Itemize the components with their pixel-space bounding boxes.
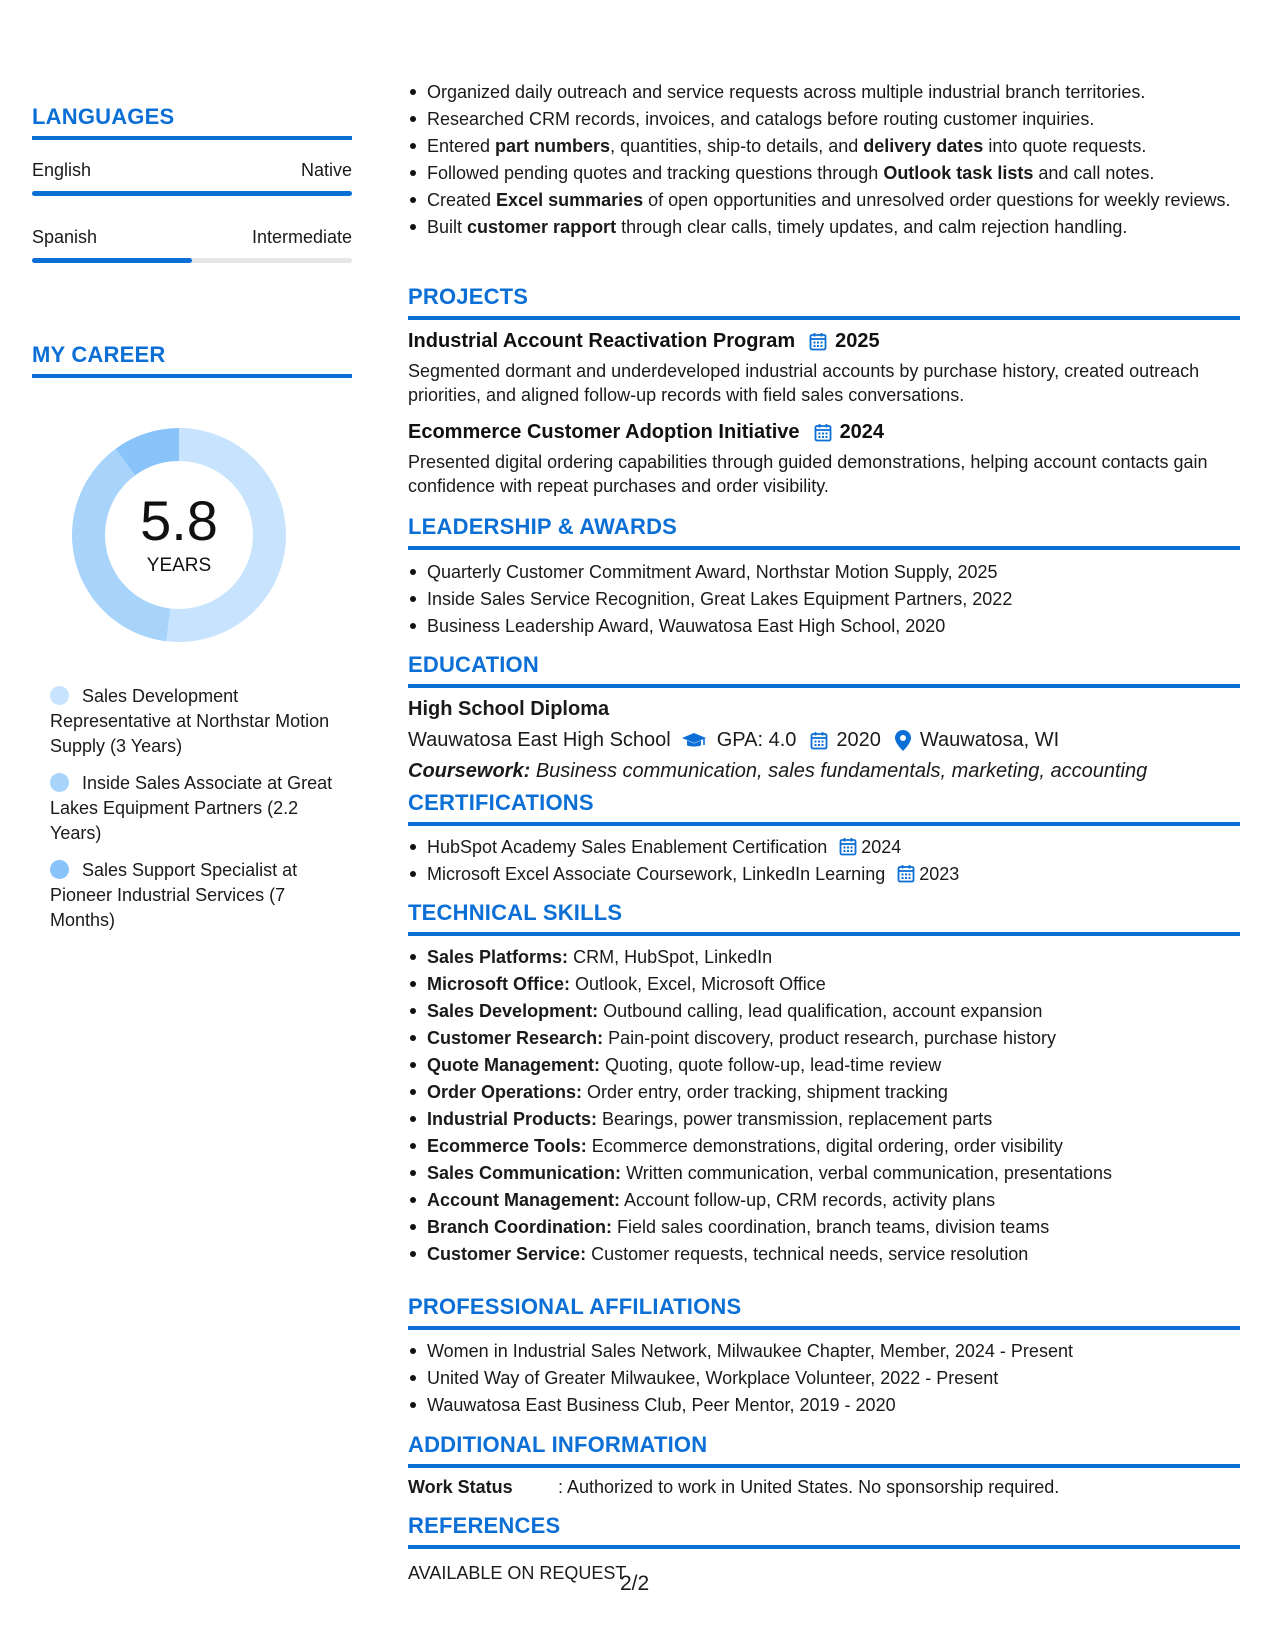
experience-bullet: [427, 161, 1240, 185]
projects-title: PROJECTS: [408, 284, 1240, 320]
language-name: Spanish: [32, 227, 98, 247]
project-description: Segmented dormant and underdeveloped industrial accounts by purchase history, created outreach priorities, and aligned follow-up records with field sales conversations.: [408, 361, 1200, 405]
experience-bullets: [408, 80, 1240, 242]
experience-bullet: [427, 134, 1240, 158]
bullet-emphasis: part numbers: [495, 136, 611, 156]
award-item: Quarterly Customer Commitment Award, Northstar Motion Supply, 2025: [427, 560, 1240, 584]
skill-item: [427, 999, 1240, 1023]
bullet-text: Researched CRM records, invoices, and catalogs before routing customer inquiries.: [427, 109, 1095, 129]
bullet-text: Entered: [427, 136, 496, 156]
skill-category: Branch Coordination:: [427, 1217, 612, 1237]
work-status-value: : Authorized to work in United States. No sponsorship required.: [558, 1477, 1060, 1497]
references-title: REFERENCES: [408, 1513, 1240, 1549]
projects-section: [408, 284, 1240, 498]
calendar-icon: [814, 423, 832, 442]
award-item: Inside Sales Service Recognition, Great Lakes Equipment Partners, 2022: [427, 587, 1240, 611]
career-legend-item: [50, 684, 335, 759]
skill-values: Account follow-up, CRM records, activity plans: [624, 1190, 996, 1210]
skill-values: Ecommerce demonstrations, digital ordering, order visibility: [591, 1136, 1063, 1156]
skill-values: Outbound calling, lead qualification, account expansion: [603, 1001, 1043, 1021]
career-years-label: YEARS: [146, 555, 212, 576]
career-section: [32, 342, 352, 378]
project-item: [408, 330, 1240, 407]
language-bar-fill: [32, 258, 192, 263]
education-section: [408, 652, 1240, 783]
references-section: [408, 1513, 1240, 1584]
bullet-text: Created: [427, 190, 497, 210]
language-bar: [32, 191, 352, 196]
language-item: [32, 160, 352, 196]
language-bar-fill: [32, 191, 352, 196]
awards-list: [408, 560, 1240, 638]
awards-section: [408, 514, 1240, 641]
bullet-text: of open opportunities and unresolved order questions for weekly reviews.: [643, 190, 1231, 210]
career-legend-label: Sales Development Representative at Northstar Motion Supply (3 Years): [50, 686, 330, 756]
certification-name: Microsoft Excel Associate Coursework, LinkedIn Learning: [427, 864, 886, 884]
education-details: [408, 729, 1240, 752]
experience-list: [408, 80, 1240, 239]
legend-dot: [50, 773, 69, 792]
skill-item: [427, 1026, 1240, 1050]
language-item: [32, 227, 352, 263]
certifications-section: [408, 790, 1240, 889]
skill-values: CRM, HubSpot, LinkedIn: [573, 947, 773, 967]
affiliations-list: [408, 1339, 1240, 1417]
legend-dot: [50, 860, 69, 879]
skill-category: Microsoft Office:: [427, 974, 571, 994]
affiliations-section: [408, 1294, 1240, 1420]
references-text: AVAILABLE ON REQUEST: [408, 1563, 627, 1583]
skill-item: [427, 945, 1240, 969]
affiliation-item: United Way of Greater Milwaukee, Workplace Volunteer, 2022 - Present: [427, 1366, 1240, 1390]
certification-name: HubSpot Academy Sales Enablement Certification: [427, 837, 828, 857]
experience-bullet: [427, 80, 1240, 104]
skill-values: Customer requests, technical needs, service resolution: [591, 1244, 1029, 1264]
certifications-list: [408, 835, 1240, 886]
project-year: 2024: [839, 421, 885, 443]
education-gpa: GPA: 4.0: [716, 729, 797, 751]
skill-item: [427, 972, 1240, 996]
calendar-icon: [839, 837, 857, 856]
work-status-label: Work Status: [408, 1477, 513, 1497]
bullet-text: Organized daily outreach and service requests across multiple industrial branch territories.: [427, 82, 1146, 102]
affiliation-item: Wauwatosa East Business Club, Peer Mentor, 2019 - 2020: [427, 1393, 1240, 1417]
bullet-text: , quantities, ship-to details, and: [610, 136, 864, 156]
skill-item: [427, 1161, 1240, 1185]
bullet-text: into quote requests.: [983, 136, 1147, 156]
skill-values: Bearings, power transmission, replacement parts: [602, 1109, 993, 1129]
certification-item: [427, 862, 1240, 886]
career-title: MY CAREER: [32, 342, 352, 378]
skill-category: Customer Service:: [427, 1244, 587, 1264]
skill-item: [427, 1134, 1240, 1158]
additional-section: [408, 1432, 1240, 1498]
experience-bullet: [427, 188, 1240, 212]
skill-category: Quote Management:: [427, 1055, 601, 1075]
language-bar: [32, 258, 352, 263]
bullet-text: Followed pending quotes and tracking questions through: [427, 163, 884, 183]
career-legend-item: [50, 771, 335, 846]
career-total-years: 5.8: [140, 489, 218, 552]
skill-values: Pain-point discovery, product research, purchase history: [608, 1028, 1056, 1048]
skill-category: Industrial Products:: [427, 1109, 598, 1129]
project-name: Industrial Account Reactivation Program: [408, 330, 796, 352]
bullet-text: Built: [427, 217, 468, 237]
affiliation-item: Women in Industrial Sales Network, Milwaukee Chapter, Member, 2024 - Present: [427, 1339, 1240, 1363]
coursework-text: Business communication, sales fundamentals, marketing, accounting: [535, 760, 1148, 782]
skill-values: Outlook, Excel, Microsoft Office: [575, 974, 826, 994]
skill-category: Sales Development:: [427, 1001, 599, 1021]
skills-title: TECHNICAL SKILLS: [408, 900, 1240, 936]
certification-year: 2023: [919, 864, 960, 884]
affiliations-title: PROFESSIONAL AFFILIATIONS: [408, 1294, 1240, 1330]
project-description: Presented digital ordering capabilities through guided demonstrations, helping account contacts gain confidence with repeat purchases and order visibility.: [408, 452, 1208, 496]
bullet-emphasis: Excel summaries: [496, 190, 644, 210]
skill-values: Order entry, order tracking, shipment tracking: [587, 1082, 948, 1102]
career-legend-label: Inside Sales Associate at Great Lakes Equipment Partners (2.2 Years): [50, 773, 333, 843]
skill-category: Customer Research:: [427, 1028, 604, 1048]
skill-item: [427, 1053, 1240, 1077]
skill-item: [427, 1188, 1240, 1212]
skill-item: [427, 1215, 1240, 1239]
education-year: 2020: [836, 729, 881, 751]
skill-category: Account Management:: [427, 1190, 621, 1210]
skill-item: [427, 1242, 1240, 1266]
calendar-icon: [897, 864, 915, 883]
language-level: Native: [300, 160, 352, 180]
experience-bullet: [427, 107, 1240, 131]
career-legend-label: Sales Support Specialist at Pioneer Industrial Services (7 Months): [50, 860, 298, 930]
education-degree: High School Diploma: [408, 698, 610, 720]
location-pin-icon: [895, 730, 911, 751]
language-name: English: [32, 160, 92, 180]
bullet-text: through clear calls, timely updates, and calm rejection handling.: [616, 217, 1128, 237]
awards-title: LEADERSHIP & AWARDS: [408, 514, 1240, 550]
certifications-title: CERTIFICATIONS: [408, 790, 1240, 826]
calendar-icon: [810, 731, 828, 750]
skill-category: Sales Platforms:: [427, 947, 569, 967]
bullet-emphasis: Outlook task lists: [883, 163, 1034, 183]
skill-category: Ecommerce Tools:: [427, 1136, 587, 1156]
language-level: Intermediate: [251, 227, 352, 247]
work-status-row: [408, 1477, 1240, 1498]
education-school: Wauwatosa East High School: [408, 729, 671, 751]
project-item: [408, 421, 1240, 498]
skills-list: [408, 945, 1240, 1266]
certification-year: 2024: [861, 837, 902, 857]
bullet-emphasis: delivery dates: [863, 136, 984, 156]
career-donut-chart: [66, 422, 292, 648]
project-year: 2025: [835, 330, 880, 352]
languages-title: LANGUAGES: [32, 104, 352, 140]
award-item: Business Leadership Award, Wauwatosa East High School, 2020: [427, 614, 1240, 638]
skill-item: [427, 1080, 1240, 1104]
skill-category: Sales Communication:: [427, 1163, 622, 1183]
skill-item: [427, 1107, 1240, 1131]
certification-item: [427, 835, 1240, 859]
career-legend: [50, 684, 335, 945]
education-coursework: [408, 760, 1240, 783]
legend-dot: [50, 686, 69, 705]
page-number: 2/2: [620, 1572, 650, 1595]
skill-category: Order Operations:: [427, 1082, 583, 1102]
project-name: Ecommerce Customer Adoption Initiative: [408, 421, 800, 443]
experience-bullet: [427, 215, 1240, 239]
skills-section: [408, 900, 1240, 1269]
skill-values: Written communication, verbal communication, presentations: [626, 1163, 1112, 1183]
coursework-label: Coursework:: [408, 760, 531, 782]
calendar-icon: [809, 332, 827, 351]
career-legend-item: [50, 858, 335, 933]
bullet-text: and call notes.: [1033, 163, 1155, 183]
education-title: EDUCATION: [408, 652, 1240, 688]
skill-values: Quoting, quote follow-up, lead-time review: [605, 1055, 942, 1075]
additional-title: ADDITIONAL INFORMATION: [408, 1432, 1240, 1468]
graduation-cap-icon: [681, 732, 707, 750]
languages-section: [32, 104, 352, 263]
bullet-emphasis: customer rapport: [467, 217, 617, 237]
education-location: Wauwatosa, WI: [919, 729, 1060, 751]
skill-values: Field sales coordination, branch teams, division teams: [617, 1217, 1050, 1237]
